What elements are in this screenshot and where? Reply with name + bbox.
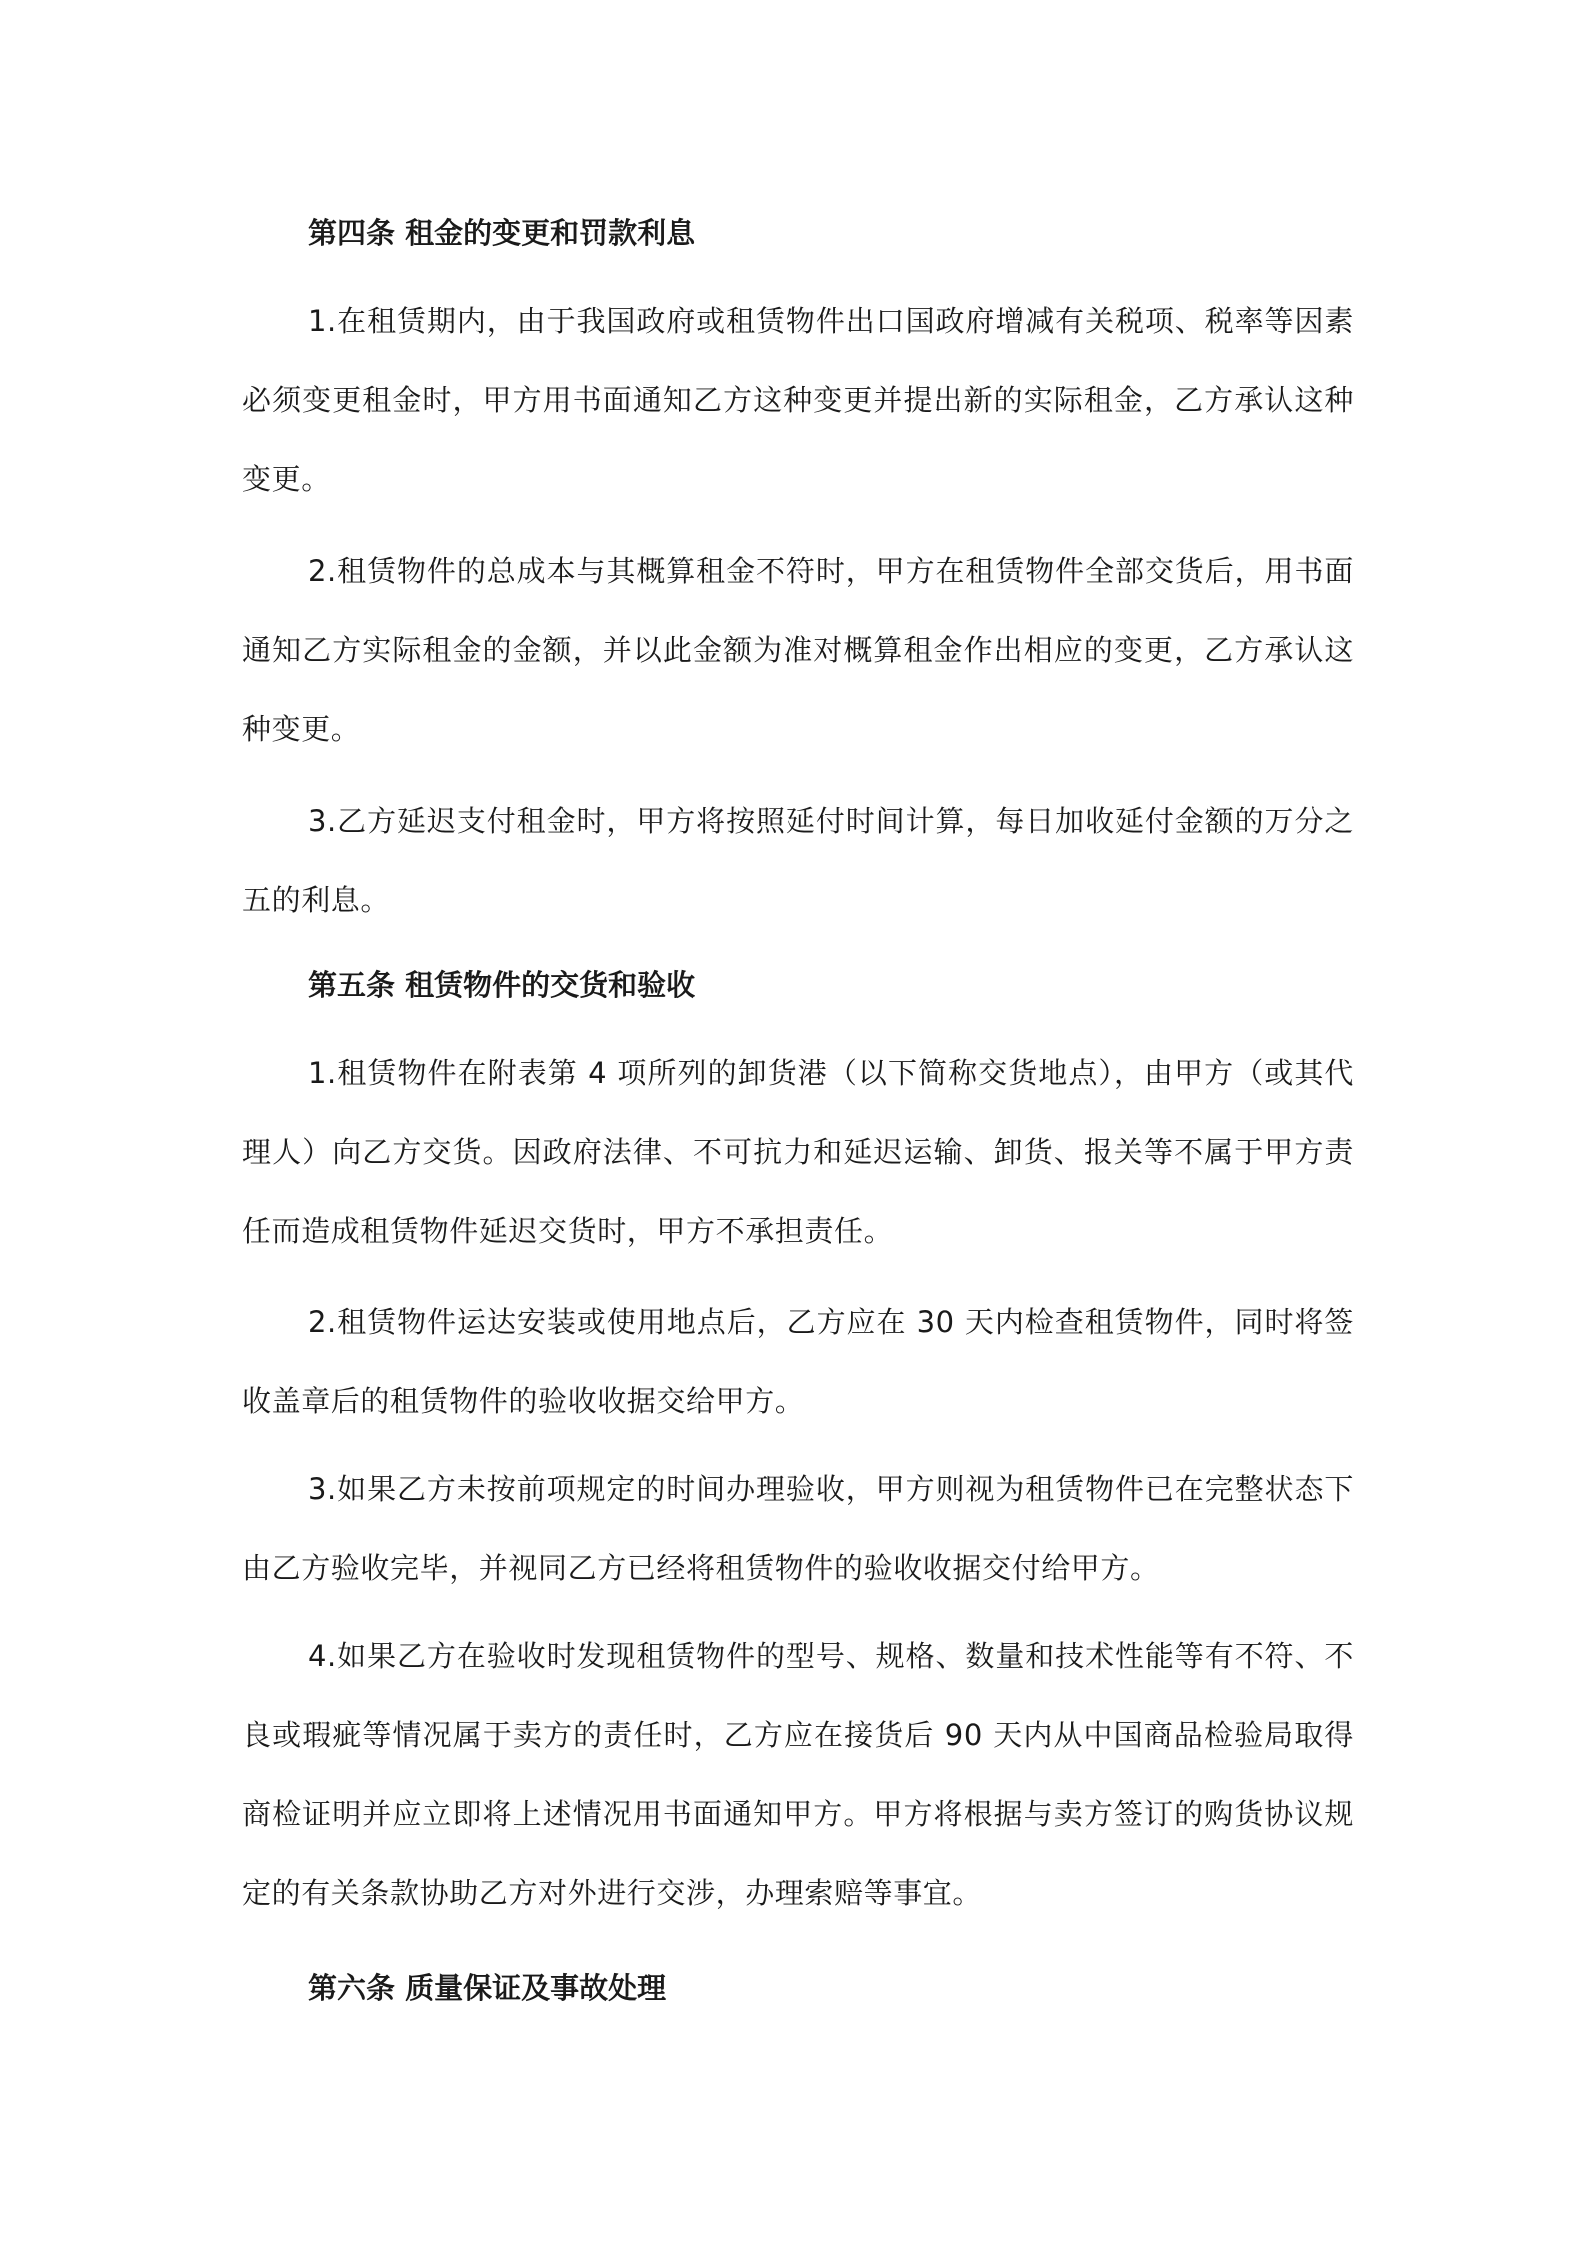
article-6-heading: 第六条 质量保证及事故处理: [308, 1971, 667, 2005]
article-4-clause-2: 2.租赁物件的总成本与其概算租金不符时，甲方在租赁物件全部交货后，用书面通知乙方实际租金的金额，并以此金额为准对概算租金作出相应的变更，乙方承认这种变更。: [242, 554, 1354, 746]
article-5-clause-4: 4.如果乙方在验收时发现租赁物件的型号、规格、数量和技术性能等有不符、不良或瑕疵等情况属于卖方的责任时，乙方应在接货后 90 天内从中国商品检验局取得商检证明并应立即将上述情况用书面通知甲方。甲方将根据与卖方签订的购货协议规定的有关条款协助乙方对外进行交涉，办理索赔等事宜。: [242, 1639, 1354, 1910]
article-5-heading: 第五条 租赁物件的交货和验收: [308, 968, 696, 1002]
article-5-clause-2: 2.租赁物件运达安装或使用地点后，乙方应在 30 天内检查租赁物件，同时将签收盖章后的租赁物件的验收收据交给甲方。: [242, 1305, 1354, 1418]
article-4-heading: 第四条 租金的变更和罚款利息: [308, 216, 696, 250]
article-4-clause-1: 1.在租赁期内，由于我国政府或租赁物件出口国政府增减有关税项、税率等因素必须变更租金时，甲方用书面通知乙方这种变更并提出新的实际租金，乙方承认这种变更。: [242, 304, 1354, 496]
article-4-clause-3: 3.乙方延迟支付租金时，甲方将按照延付时间计算，每日加收延付金额的万分之五的利息。: [242, 804, 1354, 917]
article-5-clause-1: 1.租赁物件在附表第 4 项所列的卸货港（以下简称交货地点），由甲方（或其代理人）向乙方交货。因政府法律、不可抗力和延迟运输、卸货、报关等不属于甲方责任而造成租赁物件延迟交货时，甲方不承担责任。: [242, 1056, 1354, 1248]
article-5-clause-3: 3.如果乙方未按前项规定的时间办理验收，甲方则视为租赁物件已在完整状态下由乙方验收完毕，并视同乙方已经将租赁物件的验收收据交付给甲方。: [242, 1472, 1354, 1585]
